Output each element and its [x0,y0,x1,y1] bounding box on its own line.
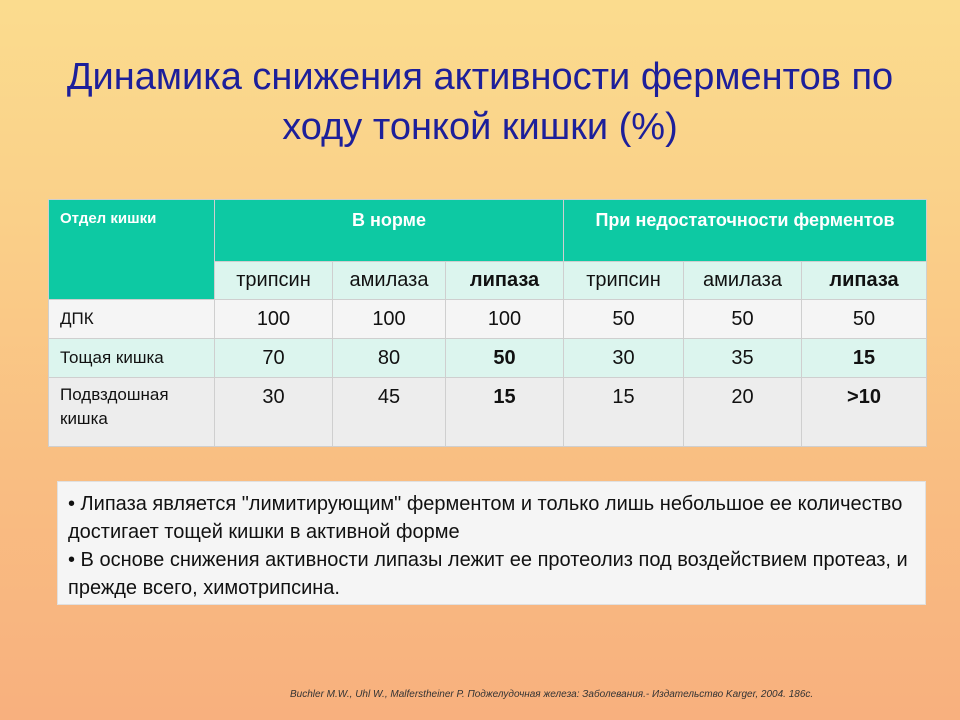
row-label: ДПК [49,300,215,339]
subheader-trypsin-deficiency: трипсин [564,262,684,300]
table-cell: >10 [802,378,927,447]
slide-title [0,52,960,152]
table-cell: 15 [802,339,927,378]
slide-title-line-2: ходу тонкой кишки (%) [282,106,678,148]
table-cell: 35 [684,339,802,378]
table-cell: 50 [564,300,684,339]
subheader-amylase-deficiency: амилаза [684,262,802,300]
table-cell: 45 [333,378,446,447]
subheader-lipase-normal: липаза [446,262,564,300]
table-cell: 15 [564,378,684,447]
table-cell: 20 [684,378,802,447]
note-item: • В основе снижения активности липазы лежит ее протеолиз под воздействием протеаз, и прежде всего, химотрипсина. [68,549,908,599]
notes-box [57,481,926,605]
row-label: Подвздошная кишка [49,378,215,447]
slide-title-line-1: Динамика снижения активности ферментов по [66,56,894,98]
table-row [49,378,927,447]
table-cell: 100 [446,300,564,339]
table-cell: 15 [446,378,564,447]
table-cell: 50 [446,339,564,378]
subheader-lipase-deficiency: липаза [802,262,927,300]
table-cell: 30 [564,339,684,378]
subheader-amylase-normal: амилаза [333,262,446,300]
table-cell: 100 [215,300,333,339]
table-row [49,300,927,339]
table-cell: 70 [215,339,333,378]
enzyme-activity-table [48,199,926,439]
table-cell: 50 [684,300,802,339]
table-cell: 100 [333,300,446,339]
row-label: Тощая кишка [49,339,215,378]
subheader-trypsin-normal: трипсин [215,262,333,300]
header-group-normal: В норме [215,200,564,262]
header-section-label: Отдел кишки [49,200,215,300]
header-group-deficiency: При недостаточности ферментов [564,200,927,262]
table-row [49,339,927,378]
table-cell: 50 [802,300,927,339]
citation: Buchler M.W., Uhl W., Malferstheiner P. Поджелудочная железа: Заболевания.- Издательство Karger, 2004. 186с. [290,689,814,700]
table-cell: 80 [333,339,446,378]
note-item: • Липаза является "лимитирующим" ферментом и только лишь небольшое ее количество достигает тощей кишки в активной форме [68,493,903,543]
table-cell: 30 [215,378,333,447]
